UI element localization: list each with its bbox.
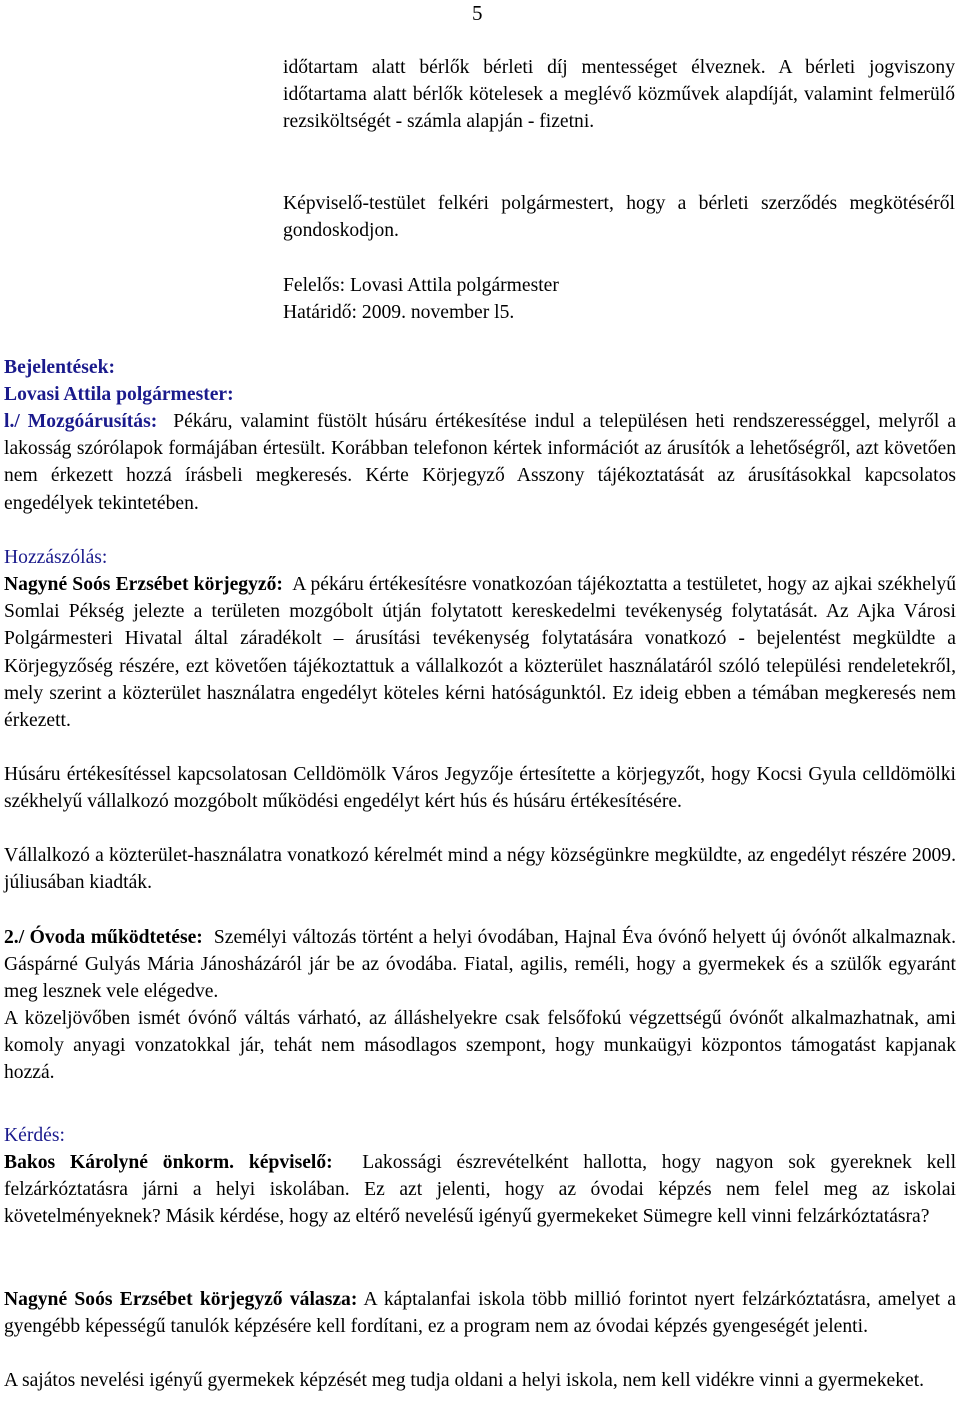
intro-rent-paragraph: időtartam alatt bérlők bérleti díj mentességet élveznek. A bérleti jogviszony időtartama alatt bérlők kötelesek a meglévő közművek alapdíját, valamint felmerülő rezsiköltségét - számla alapján - fizetni.: [283, 57, 955, 133]
answer-speaker: Nagyné Soós Erzsébet körjegyző válasza:: [4, 1289, 358, 1310]
answer-paragraph-1: [4, 1286, 956, 1340]
answer-p1-text: A káptalanfai iskola több millió forintot nyert felzárkóztatásra, amelyet a gyengébb képességű tanulók képzésére kell fordítani, ez a program nem az óvodai képzés gyengeségét jelenti.: [4, 1289, 956, 1338]
comment-heading: Hozzászólás:: [4, 547, 108, 568]
comment-paragraph-1: [4, 571, 956, 734]
item2-paragraph-1: [4, 924, 956, 1006]
item2-paragraph-2: A közeljövőben ismét óvónő váltás várható, az álláshelyekre csak felsőfokú végzettségű óvónőt alkalmazhatnak, ami komoly anyagi vonzatokkal jár, tehát nem másodlagos szempont, hogy munkaügyi központos támogatást kapjanak hozzá.: [4, 1008, 956, 1084]
intro-request-paragraph: Képviselő-testület felkéri polgármestert, hogy a bérleti szerződés megkötéséről gondoskodjon.: [283, 193, 955, 242]
item1-text: Pékáru, valamint füstölt húsáru értékesítése indul a településen heti rendszerességgel, melyről a lakosság szórólapok formájában értesült. Korábban telefonon kértek információt az árusítók a lehetőségről, azt követően nem érkezett hozzá írásbeli megkeresés. Kérte Körjegyző Asszony tájékoztatását az árusításokkal kapcsolatos engedélyek tekintetében.: [4, 411, 957, 514]
question-heading: Kérdés:: [4, 1125, 65, 1146]
comment-paragraph-2: Húsáru értékesítéssel kapcsolatosan Celldömölk Város Jegyzője értesítette a körjegyzőt, hogy Kocsi Gyula celldömölki székhelyű vállalkozó mozgóbolt működési engedélyt kért hús és húsáru értékesítésére.: [4, 764, 956, 813]
comment-p1-text: A pékáru értékesítésre vonatkozóan tájékoztatta a testületet, hogy az ajkai székhelyű Somlai Pékség jelezte a területen mozgóbolt útján folytatott kereskedelmi tevékenység folytatását. Az Ajka Városi Polgármesteri Hivatal által záradékolt – árusítási tevékenység folytatására vonatkozó - bejelentést megküldte a Körjegyzőség részére, ezt követően tájékoztattuk a vállalkozót a közterület használatáról szóló települési rendeletekről, mely szerint a közterület használatra engedélyt köteles kérni hatóságunktól. Ez ideig ebben a témában megkeresés nem érkezett.: [4, 574, 957, 732]
question-speaker: Bakos Károlyné önkorm. képviselő:: [4, 1152, 333, 1173]
question-paragraph: [4, 1149, 956, 1231]
comment-speaker: Nagyné Soós Erzsébet körjegyző:: [4, 574, 283, 595]
item1-paragraph: [4, 408, 956, 517]
answer-paragraph-2: A sajátos nevelési igényű gyermekek képzését meg tudja oldani a helyi iskola, nem kell vidékre vinni a gyermekeket.: [4, 1370, 925, 1391]
comment-paragraph-3: Vállalkozó a közterület-használatra vonatkozó kérelmét mind a négy községünkre megküldte, az engedélyt részére 2009. júliusában kiadták.: [4, 845, 956, 894]
question-text: Lakossági észrevételként hallotta, hogy nagyon sok gyereknek kell felzárkóztatásra járni a helyi iskolában. Ez azt jelenti, hogy az óvodai képzés nem felel meg az iskolai követelményeknek? Másik kérdése, hogy az eltérő nevelésű igényű gyermekeket Sümegre kell vinni felzárkóztatásra?: [4, 1152, 957, 1228]
page-number: 5: [472, 1, 483, 25]
announcements-speaker: Lovasi Attila polgármester:: [4, 384, 234, 405]
item2-p1-text: Személyi változás történt a helyi óvodában, Hajnal Éva óvónő helyett új óvónőt alkalmaznak. Gáspárné Gulyás Mária Jánosházáról jár be az óvodába. Fiatal, agilis, reméli, hogy a gyermekek és a szülők egyaránt meg lesznek vele elégedve.: [4, 927, 956, 1003]
announcements-heading: Bejelentések:: [4, 357, 115, 378]
deadline-line: Határidő: 2009. november l5.: [283, 302, 515, 323]
responsible-line: Felelős: Lovasi Attila polgármester: [283, 275, 559, 296]
item1-label: l./ Mozgóárusítás:: [4, 411, 158, 432]
item2-label: 2./ Óvoda működtetése:: [4, 927, 203, 948]
